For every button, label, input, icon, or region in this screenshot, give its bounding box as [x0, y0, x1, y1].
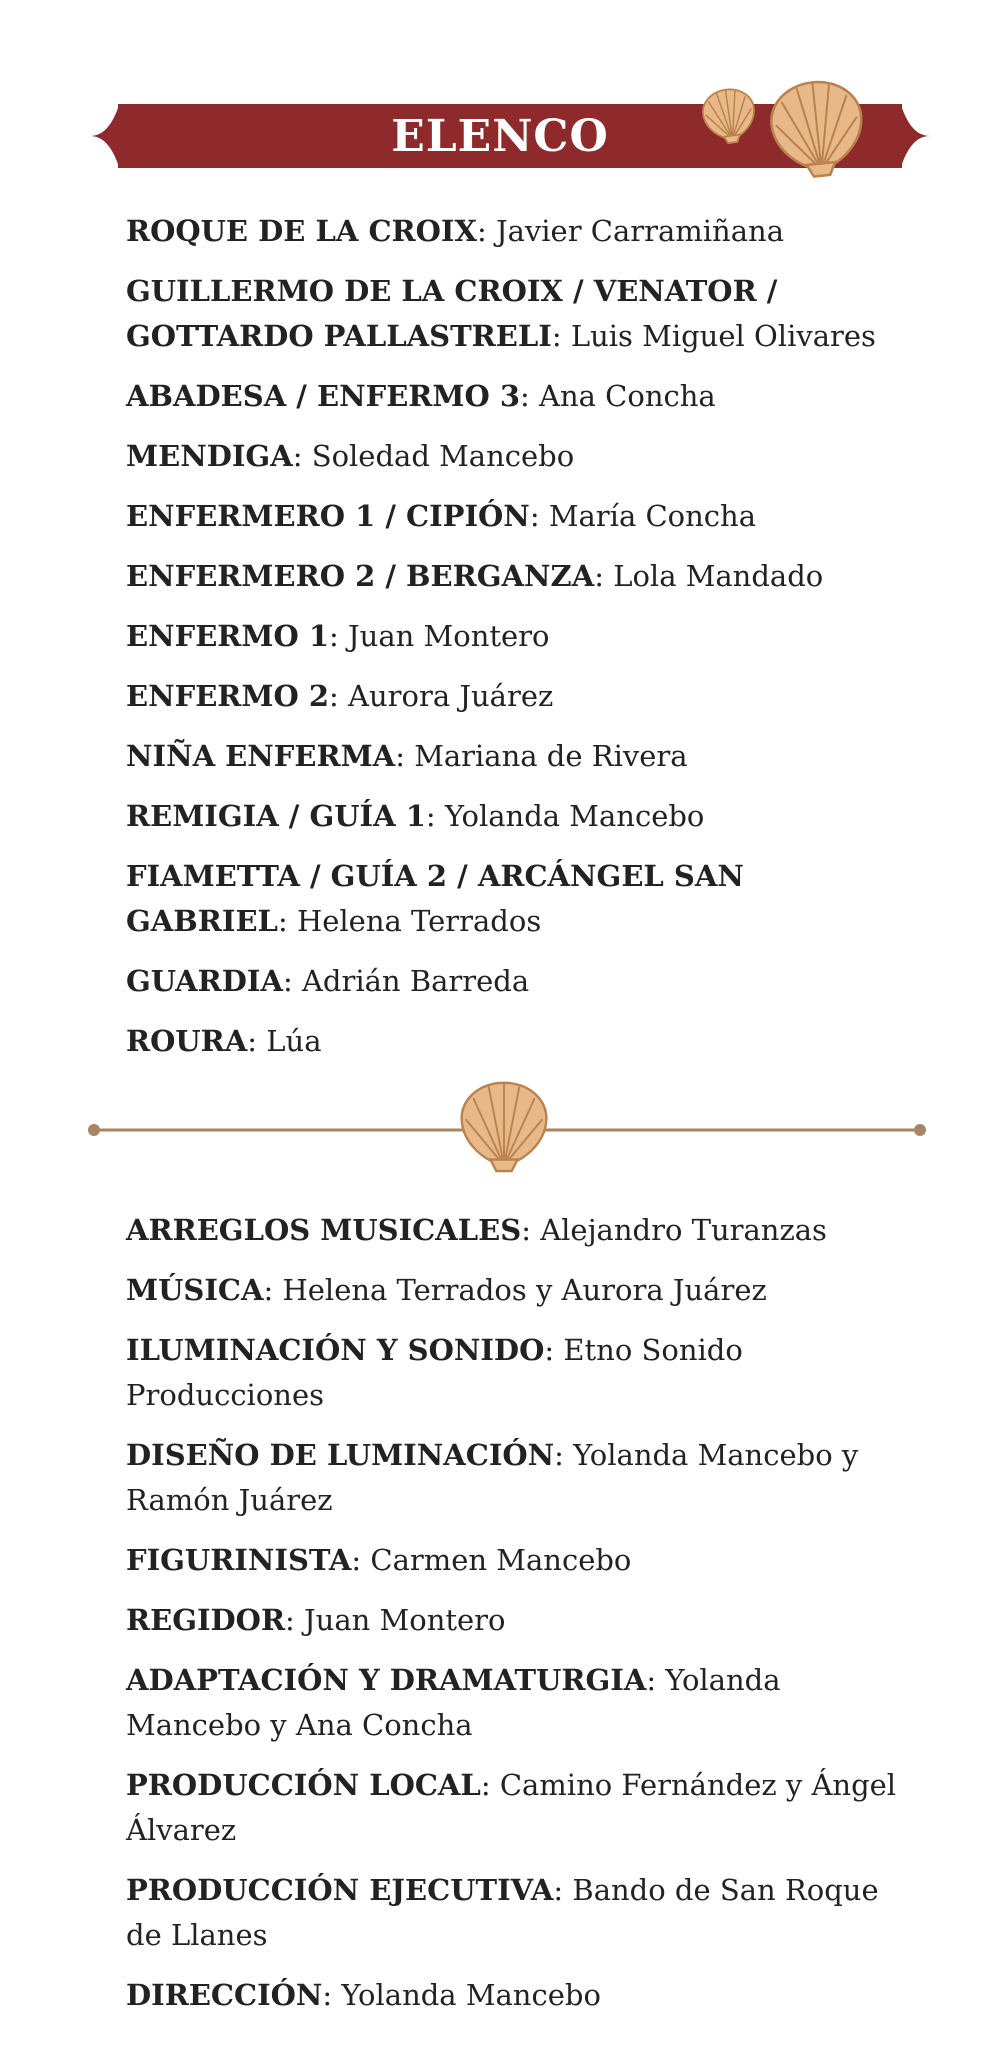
- credit-line: MÚSICA: Helena Terrados y Aurora Juárez: [126, 1273, 767, 1307]
- credit-line: GUARDIA: Adrián Barreda: [126, 964, 530, 998]
- credit-line: ENFERMO 2: Aurora Juárez: [126, 679, 554, 713]
- credit-line: ENFERMERO 2 / BERGANZA: Lola Mandado: [126, 559, 824, 593]
- credit-line: MENDIGA: Soledad Mancebo: [126, 439, 575, 473]
- credit-role: DIRECCIÓN: [126, 1978, 323, 2012]
- credit-name: Luis Miguel Olivares: [570, 319, 876, 353]
- credit-role: REMIGIA / GUÍA 1: [126, 799, 426, 833]
- credit-line: DIRECCIÓN: Yolanda Mancebo: [126, 1978, 601, 2012]
- credit-name: Lola Mandado: [613, 559, 824, 593]
- credit-role: ABADESA / ENFERMO 3: [126, 379, 521, 413]
- scallop-shell-icon: [700, 84, 758, 146]
- credit-line: PRODUCCIÓN LOCAL: Camino Fernández y Ángel Álvarez: [126, 1768, 897, 1847]
- credit-role: ROQUE DE LA CROIX: [126, 214, 477, 248]
- credit-line: ADAPTACIÓN Y DRAMATURGIA: Yolanda Mancebo y Ana Concha: [126, 1663, 781, 1742]
- credit-line: FIAMETTA / GUÍA 2 / ARCÁNGEL SAN GABRIEL: Helena Terrados: [126, 859, 744, 938]
- credit-line: ROQUE DE LA CROIX: Javier Carramiñana: [126, 214, 784, 248]
- credit-name: Camino Fernández y Ángel Álvarez: [126, 1768, 897, 1847]
- credit-line: ENFERMO 1: Juan Montero: [126, 619, 550, 653]
- credit-role: ENFERMO 1: [126, 619, 330, 653]
- credit-name: Mariana de Rivera: [414, 739, 688, 773]
- credit-name: Yolanda Mancebo y Ramón Juárez: [126, 1438, 859, 1517]
- credit-line: ABADESA / ENFERMO 3: Ana Concha: [126, 379, 716, 413]
- credit-role: NIÑA ENFERMA: [126, 739, 396, 773]
- credit-role: ADAPTACIÓN Y DRAMATURGIA: [126, 1663, 647, 1697]
- credit-name: Helena Terrados y Aurora Juárez: [282, 1273, 767, 1307]
- credit-role: MÚSICA: [126, 1273, 264, 1307]
- credit-role: GUARDIA: [126, 964, 283, 998]
- credit-role: ARREGLOS MUSICALES: [126, 1213, 522, 1247]
- scallop-shell-icon: [766, 74, 868, 180]
- credit-name: María Concha: [548, 499, 756, 533]
- credit-name: Lúa: [266, 1024, 322, 1058]
- credit-name: Javier Carramiñana: [495, 214, 784, 248]
- credit-name: Ana Concha: [539, 379, 716, 413]
- cast-list: [126, 209, 906, 1079]
- credit-line: FIGURINISTA: Carmen Mancebo: [126, 1543, 632, 1577]
- credit-name: Etno Sonido Producciones: [126, 1333, 743, 1412]
- credit-role: PRODUCCIÓN LOCAL: [126, 1768, 481, 1802]
- credit-name: Yolanda Mancebo: [444, 799, 705, 833]
- credit-line: DISEÑO DE LUMINACIÓN: Yolanda Mancebo y Ramón Juárez: [126, 1438, 859, 1517]
- credit-role: PRODUCCIÓN EJECUTIVA: [126, 1873, 554, 1907]
- credit-name: Adrián Barreda: [301, 964, 530, 998]
- credit-role: ILUMINACIÓN Y SONIDO: [126, 1333, 545, 1367]
- credit-role: MENDIGA: [126, 439, 293, 473]
- credit-role: REGIDOR: [126, 1603, 286, 1637]
- credit-line: ROURA: Lúa: [126, 1024, 322, 1058]
- credit-role: ENFERMO 2: [126, 679, 330, 713]
- credit-name: Helena Terrados: [296, 904, 542, 938]
- credit-name: Juan Montero: [304, 1603, 506, 1637]
- credit-role: ROURA: [126, 1024, 248, 1058]
- credit-role: FIGURINISTA: [126, 1543, 352, 1577]
- banner-title: ELENCO: [391, 111, 609, 162]
- credit-name: Soledad Mancebo: [311, 439, 575, 473]
- credit-role: ENFERMERO 2 / BERGANZA: [126, 559, 595, 593]
- credit-role: GUILLERMO DE LA CROIX / VENATOR / GOTTARDO PALLASTRELI: [126, 274, 778, 353]
- credit-line: REMIGIA / GUÍA 1: Yolanda Mancebo: [126, 799, 705, 833]
- credit-line: ENFERMERO 1 / CIPIÓN: María Concha: [126, 499, 756, 533]
- credit-name: Aurora Juárez: [348, 679, 554, 713]
- crew-list: [126, 1208, 906, 2033]
- credit-line: PRODUCCIÓN EJECUTIVA: Bando de San Roque de Llanes: [126, 1873, 879, 1952]
- credit-name: Carmen Mancebo: [370, 1543, 632, 1577]
- credit-line: GUILLERMO DE LA CROIX / VENATOR / GOTTARDO PALLASTRELI: Luis Miguel Olivares: [126, 274, 876, 353]
- credit-line: ARREGLOS MUSICALES: Alejandro Turanzas: [126, 1213, 827, 1247]
- credit-name: Yolanda Mancebo: [341, 1978, 601, 2012]
- credit-role: DISEÑO DE LUMINACIÓN: [126, 1438, 555, 1472]
- credit-name: Yolanda Mancebo y Ana Concha: [126, 1663, 781, 1742]
- credit-line: ILUMINACIÓN Y SONIDO: Etno Sonido Producciones: [126, 1333, 743, 1412]
- section-divider: [86, 1074, 928, 1174]
- credit-line: REGIDOR: Juan Montero: [126, 1603, 506, 1637]
- credit-name: Alejandro Turanzas: [540, 1213, 827, 1247]
- credit-role: FIAMETTA / GUÍA 2 / ARCÁNGEL SAN GABRIEL: [126, 859, 744, 938]
- credit-name: Juan Montero: [348, 619, 550, 653]
- credit-role: ENFERMERO 1 / CIPIÓN: [126, 499, 530, 533]
- credit-line: NIÑA ENFERMA: Mariana de Rivera: [126, 739, 688, 773]
- credit-name: Bando de San Roque de Llanes: [126, 1873, 879, 1952]
- scallop-shell-icon: [462, 1083, 547, 1171]
